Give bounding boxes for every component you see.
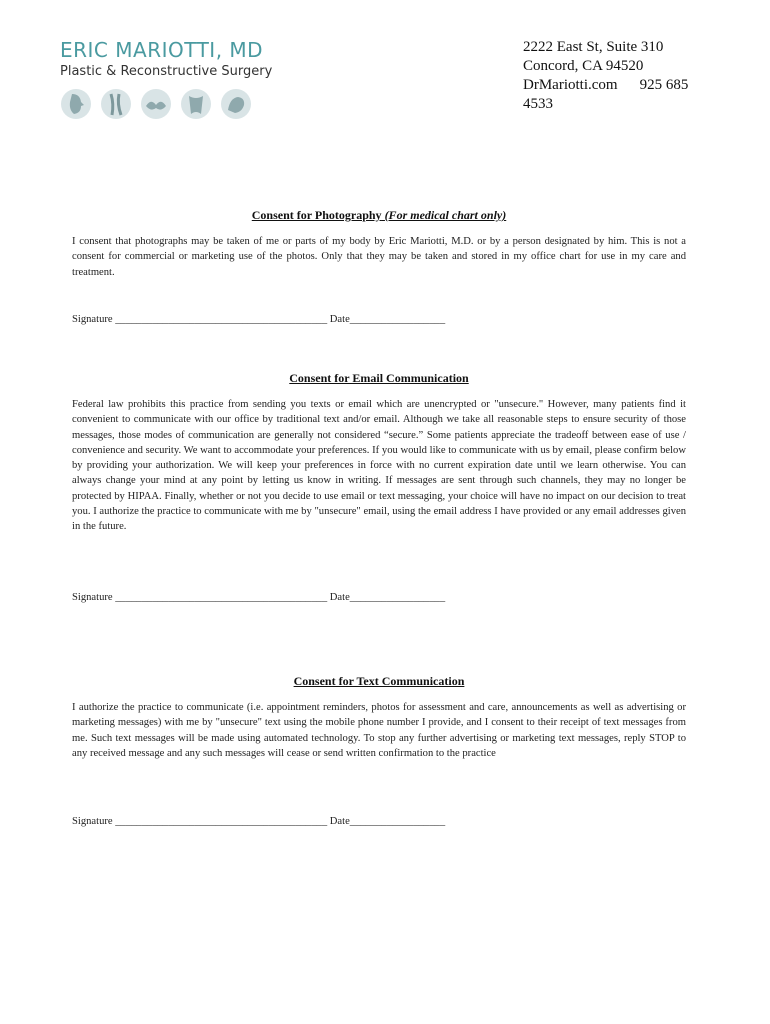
logo-name: ERIC MARIOTTI, MD [60, 38, 264, 62]
photo-consent-title [72, 207, 686, 223]
phone-number: 925 685 [639, 77, 689, 93]
photo-consent-signature-line[interactable]: Signature ________________________________________ Date__________________ [72, 314, 446, 325]
photo-consent-title-text: Consent for Photography [251, 208, 382, 222]
practice-logo [60, 38, 320, 80]
text-consent-body: I authorize the practice to communicate (i.e. appointment reminders, photos for assessment and care, announcements as well as advertising or marketing messages) with me by "unsecure" text using the mobile phone number I provide, and I consent to their receipt of text messages from me. Such text messages will be made using automated technology. To stop any further advertising or marketing text messages, reply STOP to any received message and any such messages will cease or send written confirmation to the practice [72, 702, 686, 759]
text-consent-title: Consent for Text Communication [293, 674, 465, 688]
logo-icon-row [60, 88, 252, 120]
address-line-2: Concord, CA 94520 [523, 58, 644, 74]
website: DrMariotti.com [523, 77, 618, 93]
hand-icon [220, 88, 252, 120]
photo-consent-title-note: (For medical chart only) [384, 208, 507, 222]
text-consent-signature-line[interactable]: Signature ________________________________________ Date__________________ [72, 816, 446, 827]
chest-icon [140, 88, 172, 120]
photo-consent-body: I consent that photographs may be taken of me or parts of my body by Eric Mariotti, M.D. or by a person designated by him. This is not a consent for commercial or marketing use of the photos. Only that they may be taken and stored in my office chart for use in my care and treatment. [72, 236, 686, 278]
torso-icon [180, 88, 212, 120]
address-line-1: 2222 East St, Suite 310 [523, 39, 664, 55]
email-consent-section [72, 370, 686, 535]
logo-subtitle: Plastic & Reconstructive Surgery [60, 64, 273, 79]
body-figure-icon [100, 88, 132, 120]
contact-line [523, 76, 723, 95]
phone-number-cont: 4533 [523, 96, 553, 112]
face-profile-icon [60, 88, 92, 120]
practice-address [523, 38, 723, 114]
email-consent-body: Federal law prohibits this practice from sending you texts or email which are unencrypted or "unsecure." However, many patients find it convenient to communicate with our office by traditional text and/or email. Although we take all reasonable steps to ensure security of those messages, those modes of communication are generally not considered “secure.” Some patients appreciate the tradeoff between ease of use / convenience and security. We want to accommodate your preferences. If you would like to communicate with us by email, please confirm below by providing your authorization. We will keep your preferences in force with no current expiration date until we learn otherwise. You can always change your mind at any point by letting us know in writing. If messages are sent through such channels, they may no longer be protected by HIPAA. Finally, whether or not you decide to use email or text messaging, your choice will have no impact on our decision to treat you. I authorize the practice to communicate with me by "unsecure" email, using the email address I have provided or any email addresses given in the future. [72, 399, 686, 533]
email-consent-signature-line[interactable]: Signature ________________________________________ Date__________________ [72, 592, 446, 603]
email-consent-title: Consent for Email Communication [289, 371, 469, 385]
text-consent-section [72, 673, 686, 761]
photo-consent-section [72, 207, 686, 280]
